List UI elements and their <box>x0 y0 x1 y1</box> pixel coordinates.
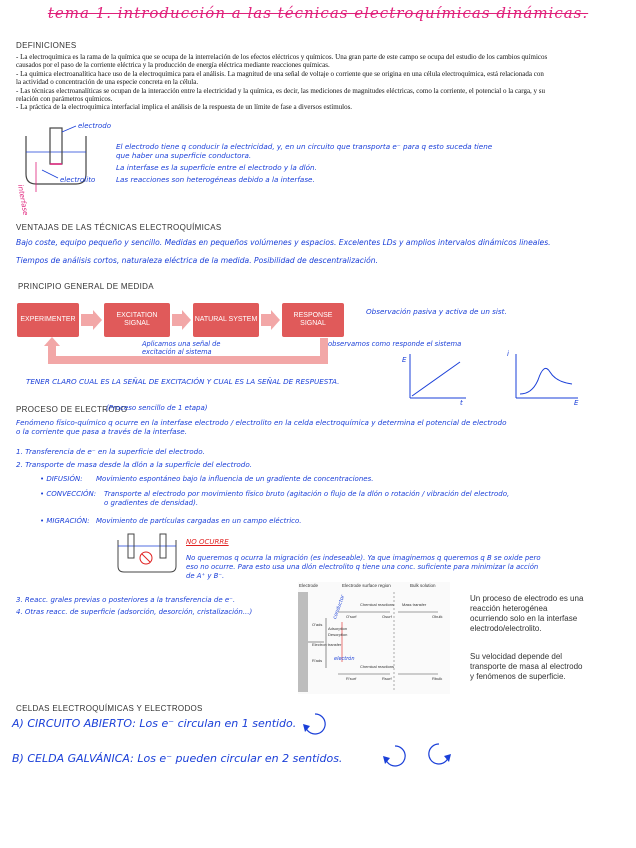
note-line: La interfase es la superficie entre el electrodo y la dlón. <box>116 163 317 172</box>
label-interfase: interfase <box>16 184 30 216</box>
fig-surface-region-label: Electrode surface region <box>342 583 391 588</box>
fig-hw-conductor: conductor <box>332 594 347 621</box>
fig-electrode-label: Electrode <box>299 583 319 588</box>
note-observacion: Observación pasiva y activa de un sist. <box>366 307 507 316</box>
proceso-intro-line: Fenómeno físico-químico q ocurre en la interfase electrodo / electrolito en la celda electroquímica y determina el potencial de electrodo <box>16 418 507 427</box>
conveccion-line: o gradientes de densidad). <box>104 499 199 507</box>
difusion-text: Movimiento espontáneo bajo la influencia de un gradiente de concentraciones. <box>96 475 374 483</box>
graph1-y-label: E <box>402 356 407 364</box>
fig-bulk-label: Bulk solution <box>410 583 436 588</box>
note-line: Las reacciones son heterogéneas debido a la interfase. <box>116 175 315 184</box>
proceso-intro <box>16 418 626 436</box>
note-line: El electrodo tiene q conducir la electricidad, y, en un circuito que transporta e⁻ para q esto suceda tiene <box>116 142 493 151</box>
fig-o-bulk: Obulk <box>432 614 443 619</box>
proceso-intro-line: o la corriente que pasa a través de la interfase. <box>16 427 188 436</box>
two-way-circulation-icon-right <box>424 740 454 768</box>
conveccion-line: Transporte al electrodo por movimiento físico bruto (agitación o flujo de la dlón o rotación / vibración del electrodo, <box>104 490 510 498</box>
fig-r-surf-prime: R'surf <box>346 676 357 681</box>
electrode-process-figure <box>298 582 450 694</box>
caption-line: Su velocidad depende del <box>470 652 563 661</box>
definicion-line: - La química electroanalítica hace uso de la electroquímica para el análisis. La magnitud de una señal de voltaje o corriente que se origina en una célula electroquímica, está relacionada con <box>16 69 544 78</box>
one-way-circulation-icon <box>300 710 330 738</box>
proceso-heading-note: (Proceso sencillo de 1 etapa) <box>106 404 208 412</box>
fig-r-surf: Rsurf <box>382 676 392 681</box>
definiciones-text <box>16 53 626 112</box>
migracion-text: Movimiento de partículas cargadas en un campo eléctrico. <box>96 517 302 525</box>
celdas-a: A) CIRCUITO ABIERTO: Los e⁻ circulan en 1 sentido. <box>12 717 297 730</box>
fig-r-ads: R'ads <box>312 658 323 663</box>
fig-adsorption: Adsorption <box>328 626 348 631</box>
graph2-x-label: E <box>574 399 579 407</box>
box-response-signal: RESPONSE SIGNAL <box>282 303 344 337</box>
box-natural-system: NATURAL SYSTEM <box>193 303 259 337</box>
migracion-note-line: No queremos q ocurra la migración (es indeseable). Ya que imaginemos q queremos q B se oxide pero <box>186 554 541 562</box>
fig-desorption: Desorption <box>328 632 348 637</box>
definicion-line: causados por el paso de la corriente eléctrica y la producción de energía eléctrica mediante reacciones químicas. <box>16 61 330 70</box>
definicion-line: relación con parámetros químicos. <box>16 95 113 104</box>
definicion-line: la actividad o concentración de una especie concreta en la célula. <box>16 78 199 87</box>
graph1-x-label: t <box>460 399 463 407</box>
difusion-label: • DIFUSIÓN: <box>40 475 83 483</box>
figure-caption-2 <box>470 652 630 682</box>
note-line: que haber una superficie conductora. <box>116 151 252 160</box>
definicion-line: - La práctica de la electroquímica interfacial implica el análisis de la respuesta de un límite de fase a diversos estímulos. <box>16 103 353 112</box>
electrode-beaker-diagram <box>14 122 124 202</box>
proceso-step-3: 3. Reacc. grales previas o posteriores a la transferencia de e⁻. <box>16 596 236 604</box>
fig-electron-transfer: Electron transfer <box>312 642 342 647</box>
caption-line: reacción heterogénea <box>470 604 548 613</box>
graph-response <box>506 350 586 404</box>
definicion-line: - Las técnicas electroanalíticas se ocupan de la interacción entre la electricidad y la química, es decir, las mediciones de magnitudes eléctricas, como la corriente, el potencial o la carga, y su <box>16 86 546 95</box>
graph2-y-label: i <box>507 350 509 358</box>
label-electrodo: electrodo <box>78 122 112 130</box>
graph-excitation <box>400 350 470 404</box>
label-electrolito: electrolito <box>60 176 96 184</box>
migracion-label: • MIGRACIÓN: <box>40 517 90 525</box>
fig-hw-electron: electrón <box>334 656 355 662</box>
caption-line: ocurriendo solo en la interfase <box>470 614 578 623</box>
fig-o-ads: O'ads <box>312 622 323 627</box>
note-tener-claro: TENER CLARO CUAL ES LA SEÑAL DE EXCITACIÓN Y CUAL ES LA SEÑAL DE RESPUESTA. <box>26 377 340 386</box>
ventajas-line: Tiempos de análisis cortos, naturaleza eléctrica de la medida. Posibilidad de descentralización. <box>16 256 378 265</box>
box-excitation-signal: EXCITATION SIGNAL <box>104 303 170 337</box>
caption-line: electrodo/electrolito. <box>470 624 542 633</box>
migracion-note <box>186 554 626 581</box>
proceso-step-4: 4. Otras reacc. de superficie (adsorción, desorción, cristalización...) <box>16 608 253 616</box>
celdas-heading: CELDAS ELECTROQUÍMICAS Y ELECTRODOS <box>16 704 203 713</box>
two-way-circulation-icon-left <box>380 742 410 770</box>
fig-chem-reactions-bottom: Chemical reactions <box>360 664 395 669</box>
note-observamos: observamos como responde el sistema <box>328 340 462 348</box>
note-aplicamos-line: excitación al sistema <box>142 347 212 356</box>
note-aplicamos <box>142 341 220 356</box>
definiciones-heading: DEFINICIONES <box>16 41 77 50</box>
fig-chem-reactions-top: Chemical reactions <box>360 602 395 607</box>
migration-beaker-diagram <box>112 530 182 576</box>
fig-r-bulk: Rbulk <box>432 676 443 681</box>
fig-o-surf: Osurf <box>382 614 392 619</box>
proceso-step-2: 2. Transporte de masa desde la dlón a la superficie del electrodo. <box>16 460 253 469</box>
box-experimenter: EXPERIMENTER <box>17 303 79 337</box>
ventajas-heading: VENTAJAS DE LAS TÉCNICAS ELECTROQUÍMICAS <box>16 223 222 232</box>
note-aplicamos-line: Aplicamos una señal de <box>142 340 221 348</box>
migracion-note-line: de A⁺ y B⁻. <box>186 572 225 580</box>
flow-arrows <box>14 300 354 370</box>
diagram1-notes <box>116 142 616 184</box>
caption-line: Un proceso de electrodo es una <box>470 594 584 603</box>
conveccion-text <box>104 490 509 508</box>
proceso-heading: PROCESO DE ELECTRODO <box>16 405 128 414</box>
figure-caption-1 <box>470 594 630 634</box>
fig-mass-transfer-top: Mass transfer <box>402 602 427 607</box>
principio-heading: PRINCIPIO GENERAL DE MEDIDA <box>18 282 154 291</box>
caption-line: y fenómenos de superficie. <box>470 672 566 681</box>
ventajas-line: Bajo coste, equipo pequeño y sencillo. Medidas en pequeños volúmenes y espacios. Excelentes LDs y amplios intervalos dinámicos lineales. <box>16 238 551 247</box>
migracion-note-line: eso no ocurre. Para esto usa una dlón electrolito q tiene una conc. suficiente para minimizar la acción <box>186 563 539 571</box>
page-title: tema 1. introducción a las técnicas electroquímicas dinámicas. <box>47 4 589 22</box>
conveccion-label: • CONVECCIÓN: <box>40 490 97 498</box>
caption-line: transporte de masa al electrodo <box>470 662 583 671</box>
proceso-step-1: 1. Transferencia de e⁻ en la superficie del electrodo. <box>16 447 205 456</box>
no-ocurre-label: NO OCURRE <box>186 538 229 546</box>
figure-lines <box>298 582 450 694</box>
celdas-b: B) CELDA GALVÁNICA: Los e⁻ pueden circular en 2 sentidos. <box>12 752 343 765</box>
fig-o-surf-prime: O'surf <box>346 614 357 619</box>
definicion-line: - La electroquímica es la rama de la química que se ocupa de la interrelación de los efectos eléctricos y químicos. Una gran parte de este campo se ocupa del estudio de los cambios químicos <box>16 53 548 61</box>
